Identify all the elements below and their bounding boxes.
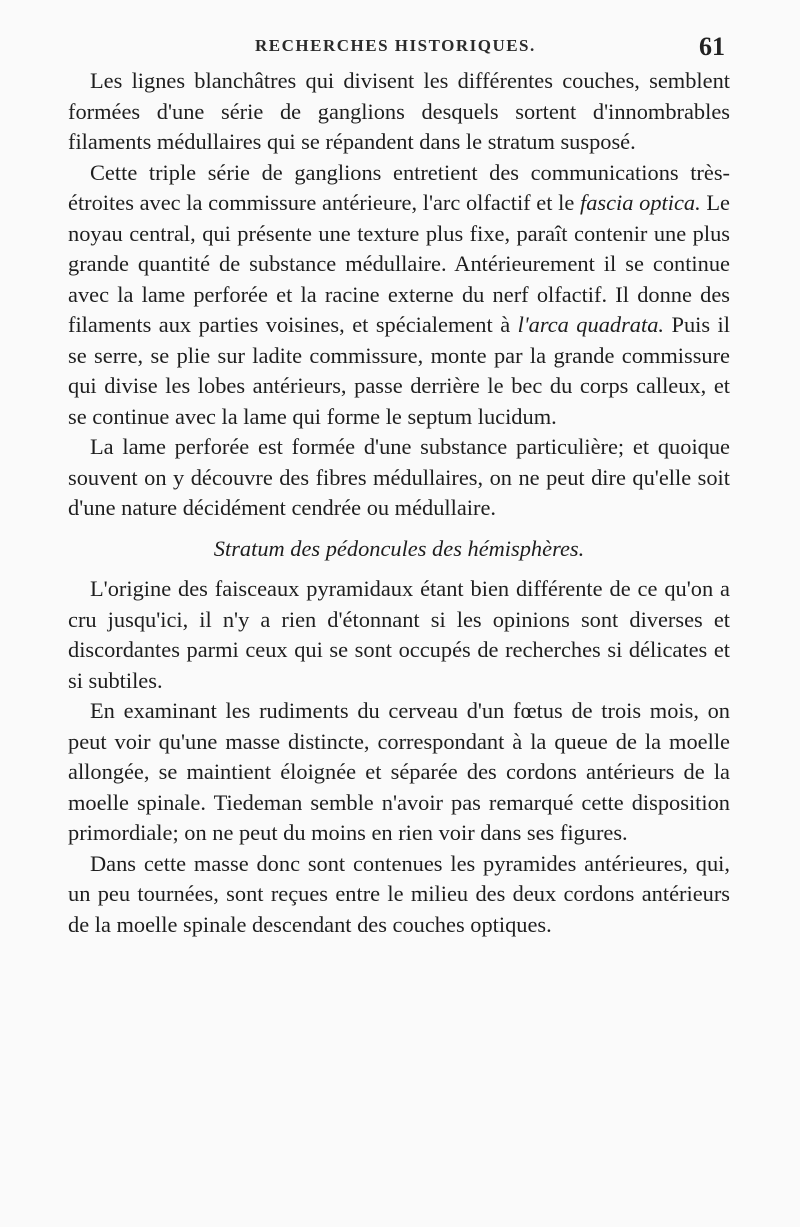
paragraph-2-italic-arca: l'arca quadrata.	[517, 312, 665, 337]
paragraph-2	[68, 158, 730, 433]
paragraph-4	[68, 574, 730, 696]
paragraph-6	[68, 849, 730, 941]
running-title: RECHERCHES HISTORIQUES.	[255, 36, 536, 55]
paragraph-2-text-b: Le noyau central, qui présente une texture plus fixe, paraît contenir une plus grande quantité de substance médullaire. Antérieurement il se continue avec la lame perforée et la racine externe du nerf olfactif. Il donne des filaments aux parties voisines, et spécialement à	[68, 190, 730, 337]
running-head	[0, 34, 800, 62]
paragraph-4-text: L'origine des faisceaux pyramidaux étant bien différente de ce qu'on a cru jusqu'ici, il n'y a rien d'étonnant si les opinions sont diverses et discordantes parmi ceux qui se sont occupés de recherches si délicates et si subtiles.	[68, 576, 730, 693]
page-number: 61	[699, 32, 725, 61]
body-text	[68, 66, 730, 940]
paragraph-2-italic-fascia: fascia optica.	[579, 190, 701, 215]
paragraph-5-text: En examinant les rudiments du cerveau d'un fœtus de trois mois, on peut voir qu'une masse distincte, correspondant à la queue de la moelle allongée, se maintient éloignée et séparée des cordons antérieurs de la moelle spinale. Tiedeman semble n'avoir pas remarqué cette disposition primordiale; on ne peut du moins en rien voir dans ses figures.	[68, 698, 730, 845]
paragraph-5	[68, 696, 730, 849]
section-heading: Stratum des pédoncules des hémisphères.	[213, 535, 585, 561]
paragraph-2-text-a: Cette triple série de ganglions entretient des communications très-étroites avec la commissure antérieure, l'arc olfactif et le	[68, 159, 730, 215]
paragraph-3	[68, 432, 730, 524]
paragraph-1	[68, 66, 730, 158]
paragraph-2-text-c: Puis il se serre, se plie sur ladite commissure, monte par la grande commissure qui divise les lobes antérieurs, passe derrière le bec du corps calleux, et se continue avec la lame qui forme le septum lucidum.	[68, 312, 730, 429]
paragraph-6-text: Dans cette masse donc sont contenues les pyramides antérieures, qui, un peu tournées, sont reçues entre le milieu des deux cordons antérieurs de la moelle spinale descendant des couches optiques.	[68, 850, 730, 937]
paragraph-3-text: La lame perforée est formée d'une substance particulière; et quoique souvent on y découvre des fibres médullaires, on ne peut dire qu'elle soit d'une nature décidément cendrée ou médullaire.	[68, 434, 730, 520]
paragraph-1-text: Les lignes blanchâtres qui divisent les différentes couches, semblent formées d'une série de ganglions desquels sortent d'innombrables filaments médullaires qui se répandent dans le stratum susposé.	[68, 68, 730, 154]
